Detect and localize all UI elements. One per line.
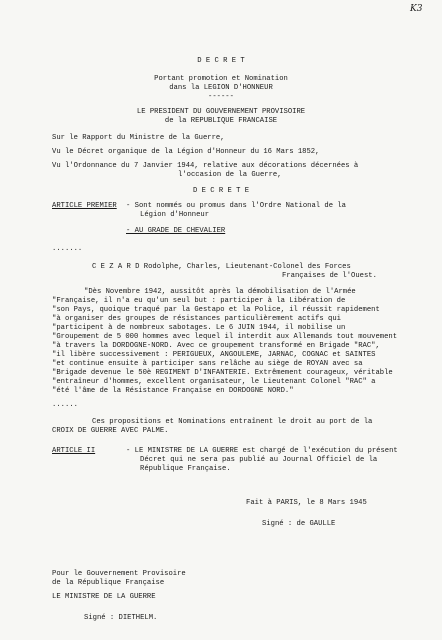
citation-line-12: "été l'âme de la Résistance Française en DORDOGNE NORD." — [52, 387, 294, 395]
decree-title: D E C R E T — [197, 57, 245, 65]
ministre-de-la-guerre: LE MINISTRE DE LA GUERRE — [52, 593, 156, 601]
separator-dots-1: ....... — [52, 245, 83, 253]
president-line-2: de la REPUBLIQUE FRANCAISE — [164, 117, 278, 125]
citation-line-2: "Française, il n'a eu qu'un seul but : participer à la Libération de — [52, 297, 346, 305]
citation-line-5: "participent à de nombreux sabotages. Le 6 JUIN 1944, il mobilise un — [52, 324, 346, 332]
considerant-3: Vu l'Ordonnance du 7 Janvier 1944, relative aux décorations décernées à — [52, 162, 359, 170]
citation-line-1: "Dès Novembre 1942, aussitôt après la démobilisation de l'Armée — [84, 288, 356, 296]
citation-line-4: "à organiser des groupes de résistances particulièrement actifs qui — [52, 315, 341, 323]
considerant-2: Vu le Décret organique de la Légion d'Honneur du 16 Mars 1852, — [52, 148, 320, 156]
considerant-4: l'occasion de la Guerre, — [178, 171, 282, 179]
citation-line-9: "et continue ensuite à participer sans relâche au siège de ROYAN avec sa — [52, 360, 363, 368]
article-ii-label: ARTICLE II — [52, 447, 96, 455]
citation-line-8: "il libère successivement : PERIGUEUX, ANGOULEME, JARNAC, COGNAC et SAINTES — [52, 351, 376, 359]
article-ii-text-3: République Française. — [140, 465, 231, 473]
subtitle-line-1: Portant promotion et Nomination — [154, 75, 288, 83]
article-premier-text-1: - Sont nommés ou promus dans l'Ordre National de la — [126, 202, 346, 210]
handwritten-corner-mark: K3 — [410, 4, 423, 14]
title-rule: ------ — [208, 93, 234, 101]
pour-line-2: de la République Française — [52, 579, 165, 587]
pour-line-1: Pour le Gouvernement Provisoire — [52, 570, 186, 578]
decrete-heading: D E C R E T E — [192, 187, 250, 195]
article-premier-label: ARTICLE PREMIER — [52, 202, 117, 210]
citation-line-3: "son Pays, quoique traqué par la Gestapo et la Police, il réussit rapidement — [52, 306, 380, 314]
signe-de-gaulle: Signé : de GAULLE — [262, 520, 336, 528]
croix-de-guerre: CROIX DE GUERRE AVEC PALME. — [52, 427, 169, 435]
fait-a-paris: Fait à PARIS, le 8 Mars 1945 — [246, 499, 367, 507]
article-ii-text-1: - LE MINISTRE DE LA GUERRE est chargé de l'exécution du présent — [126, 447, 398, 455]
separator-dots-2: ...... — [52, 401, 78, 409]
considerant-1: Sur le Rapport du Ministre de la Guerre, — [52, 134, 225, 142]
citation-line-6: "Groupement de 5 000 hommes avec lequel il interdit aux Allemands tout mouvement — [52, 333, 398, 341]
article-ii-text-2: Décret qui ne sera pas publié au Journal Officiel de la — [140, 456, 378, 464]
citation-line-7: "à travers la DORDOGNE-NORD. Avec ce groupement transformé en Brigade "RAC", — [52, 342, 380, 350]
president-line-1: LE PRESIDENT DU GOUVERNEMENT PROVISOIRE — [136, 108, 306, 116]
grade-chevalier: - AU GRADE DE CHEVALIER — [126, 227, 226, 235]
citation-line-10: "Brigade devenue le 50è REGIMENT D'INFANTERIE. Extrêmement courageux, véritable — [52, 369, 393, 377]
croix-text: Ces propositions et Nominations entraînent le droit au port de la — [92, 418, 373, 426]
citation-line-11: "entraîneur d'hommes, excellent organisateur, le Lieutenant Colonel "RAC" a — [52, 378, 376, 386]
nominee-line-1: C E Z A R D Rodolphe, Charles, Lieutenant-Colonel des Forces — [92, 263, 351, 271]
signe-diethelm: Signé : DIETHELM. — [84, 614, 158, 622]
nominee-line-2: Françaises de l'Ouest. — [282, 272, 377, 280]
subtitle-line-2: dans la LEGION D'HONNEUR — [169, 84, 273, 92]
article-premier-text-2: Légion d'Honneur — [140, 211, 210, 219]
